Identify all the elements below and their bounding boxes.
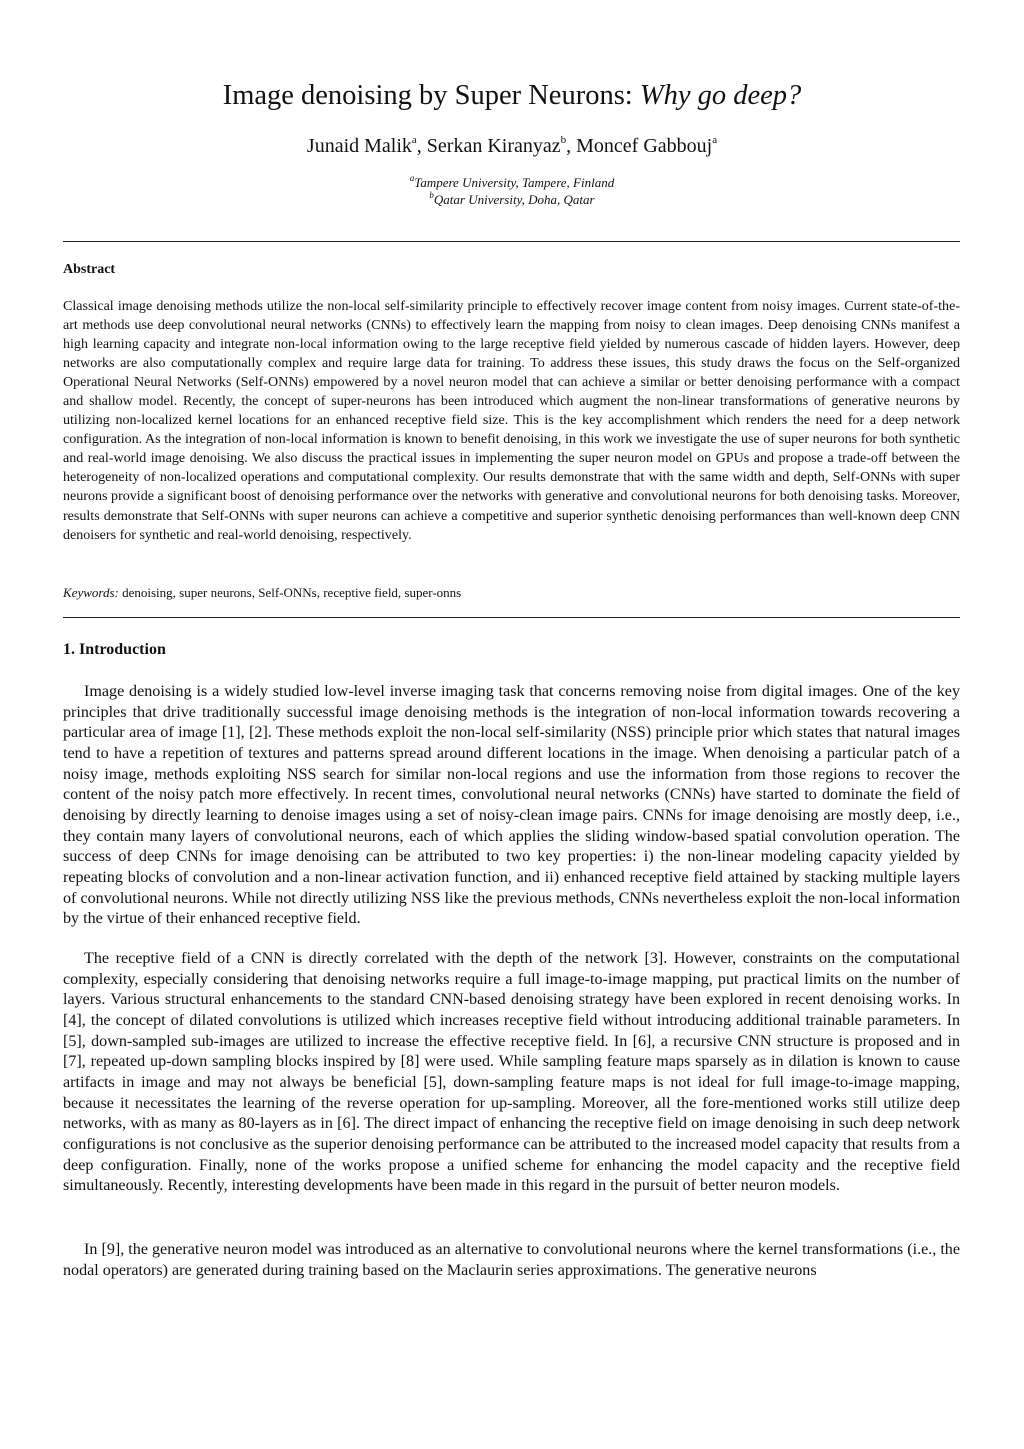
paper-title: [0, 78, 1024, 114]
keywords: [63, 584, 960, 601]
divider: [63, 241, 960, 242]
author-affiliation-mark: a: [712, 134, 718, 146]
author-affiliation-mark: b: [560, 134, 567, 146]
author-name: Junaid Malik: [306, 135, 412, 157]
section-heading: 1. Introduction: [63, 641, 166, 658]
body-paragraph: The receptive field of a CNN is directly correlated with the depth of the network [3]. However, constraints on the computational complexity, especially considering that denoising networks require a full image-to-image mapping, put practical limits on the number of layers. Various structural enhancements to the standard CNN-based denoising strategy have been explored in recent denoising works. In [4], the concept of dilated convolutions is utilized which increases receptive field without introducing additional trainable parameters. In [5], down-sampled sub-images are utilized to increase the effective receptive field. In [6], a recursive CNN structure is proposed and in [7], repeated up-down sampling blocks inspired by [8] were used. While sampling feature maps sparsely as in dilation is known to cause artifacts in image and may not always be beneficial [5], down-sampling feature maps is not ideal for full image-to-image mapping, because it necessitates the learning of the reverse operation for up-sampling. Moreover, all the fore-mentioned works still utilize deep networks, with as many as 80-layers as in [6]. The direct impact of enhancing the receptive field on image denoising in such deep network configurations is not conclusive as the superior denoising performance can be attributed to the increased model capacity that results from a deep configuration. Finally, none of the works propose a unified scheme for enhancing the model capacity and the receptive field simultaneously. Recently, interesting developments have been made in this regard in the pursuit of better neuron models.: [63, 950, 960, 1195]
author-name: Serkan Kiranyaz: [426, 135, 561, 157]
author-affiliation-mark: a: [411, 134, 417, 146]
divider: [63, 617, 960, 618]
affiliation-text: Qatar University, Doha, Qatar: [433, 192, 595, 207]
title-italic: Why go deep?: [639, 80, 802, 111]
keywords-text: denoising, super neurons, Self-ONNs, receptive field, super-onns: [118, 585, 462, 600]
author-name: Moncef Gabbouj: [576, 135, 713, 157]
author-separator: ,: [416, 135, 427, 157]
affiliation: [0, 191, 1024, 208]
keywords-label: Keywords:: [63, 585, 119, 600]
affiliation-text: Tampere University, Tampere, Finland: [414, 175, 615, 190]
author-separator: ,: [566, 135, 577, 157]
affiliation-mark: b: [429, 190, 434, 200]
body-paragraph: Image denoising is a widely studied low-level inverse imaging task that concerns removing noise from digital images. One of the key principles that drive traditionally successful image denoising methods is the integration of non-local information towards recovering a particular area of image [1], [2]. These methods exploit the non-local self-similarity (NSS) principle prior which states that natural images tend to have a repetition of textures and patterns spread around different locations in the image. When denoising a particular patch of a noisy image, methods exploiting NSS search for similar non-local regions and use the information from those regions to recover the content of the noisy patch more effectively. In recent times, convolutional neural networks (CNNs) have started to dominate the field of denoising by directly learning to denoise images using a set of noisy-clean image pairs. CNNs for image denoising are mostly deep, i.e., they contain many layers of convolutional neurons, each of which applies the sliding window-based spatial convolution operation. The success of deep CNNs for image denoising can be attributed to two key properties: i) the non-linear modeling capacity yielded by repeating blocks of convolution and a non-linear activation function, and ii) enhanced receptive field attained by stacking multiple layers of convolutional neurons. While not directly utilizing NSS like the previous methods, CNNs nevertheless exploit the non-local information by the virtue of their enhanced receptive field.: [63, 683, 960, 928]
abstract-heading: Abstract: [63, 262, 116, 277]
abstract-text: Classical image denoising methods utilize the non-local self-similarity principle to effectively recover image content from noisy images. Current state-of-the-art methods use deep convolutional neural networks (CNNs) to effectively learn the mapping from noisy to clean images. Deep denoising CNNs manifest a high learning capacity and integrate non-local information owing to the large receptive field yielded by numerous cascade of hidden layers. However, deep networks are also computationally complex and require large data for training. To address these issues, this study draws the focus on the Self-organized Operational Neural Networks (Self-ONNs) empowered by a novel neuron model that can achieve a similar or better denoising performance with a compact and shallow model. Recently, the concept of super-neurons has been introduced which augment the non-linear transformations of generative neurons by utilizing non-localized kernel locations for an enhanced receptive field size. This is the key accomplishment which renders the need for a deep network configuration. As the integration of non-local information is known to benefit denoising, in this work we investigate the use of super neurons for both synthetic and real-world image denoising. We also discuss the practical issues in implementing the super neuron model on GPUs and propose a trade-off between the heterogeneity of non-localized operations and computational complexity. Our results demonstrate that with the same width and depth, Self-ONNs with super neurons provide a significant boost of denoising performance over the networks with generative and convolutional neurons for both denoising tasks. Moreover, results demonstrate that Self-ONNs with super neurons can achieve a competitive and superior synthetic denoising performances than well-known deep CNN denoisers for synthetic and real-world denoising, respectively.: [63, 298, 960, 543]
affiliation: [0, 174, 1024, 191]
title-main: Image denoising by Super Neurons:: [222, 80, 640, 111]
body-paragraph: In [9], the generative neuron model was introduced as an alternative to convolutional neurons where the kernel transformations (i.e., the nodal operators) are generated during training based on the Maclaurin series approximations. The generative neurons: [63, 1241, 960, 1279]
affiliation-mark: a: [409, 173, 415, 183]
author-list: [0, 132, 1024, 160]
